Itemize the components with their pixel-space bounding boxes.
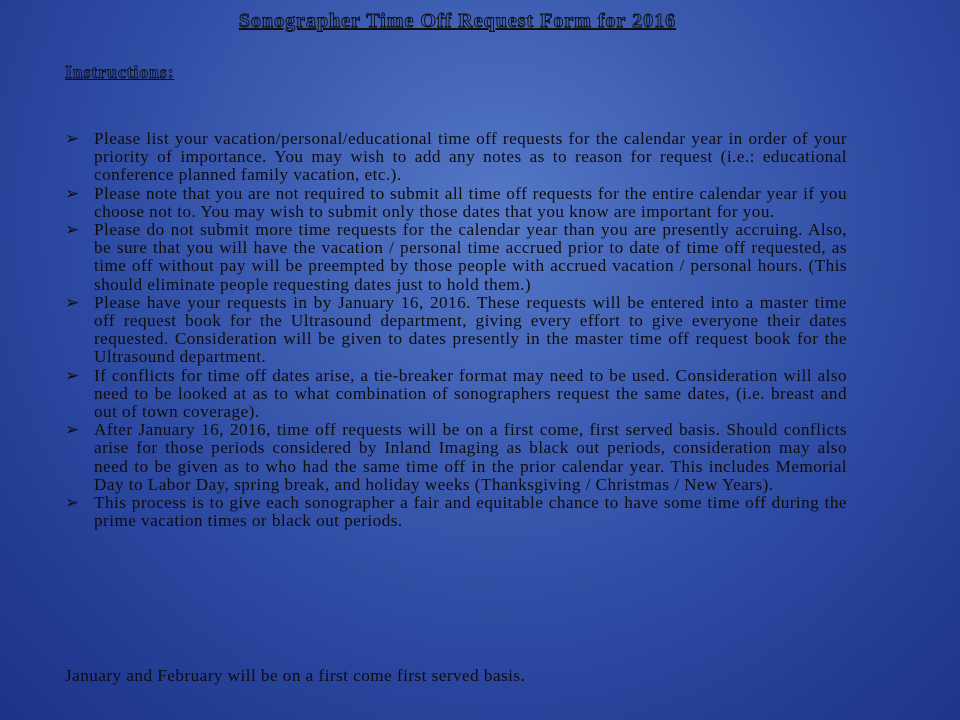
arrow-bullet-icon: ➢ bbox=[65, 292, 80, 312]
instruction-item bbox=[65, 294, 847, 367]
instruction-text: Please have your requests in by January 16, 2016. These requests will be entered into a master time off request book for the Ultrasound department, giving every effort to give everyone their dates requested. Consideration will be given to dates presently in the master time off request book for the Ultrasound department. bbox=[94, 292, 847, 367]
instruction-text: Please do not submit more time requests for the calendar year than you are presently accruing. Also, be sure that you will have the vacation / personal time accrued prior to date of time off requested, as time off without pay will be preempted by those people with accrued vacation / personal hours. (This should eliminate people requesting dates just to hold them.) bbox=[94, 220, 847, 294]
instruction-item bbox=[65, 494, 847, 530]
instruction-item bbox=[65, 367, 847, 422]
instruction-item bbox=[65, 130, 847, 185]
instruction-text: Please note that you are not required to submit all time off requests for the entire calendar year if you choose not to. You may wish to submit only those dates that you know are important for you. bbox=[94, 183, 847, 221]
arrow-bullet-icon: ➢ bbox=[65, 129, 80, 148]
arrow-bullet-icon: ➢ bbox=[65, 365, 80, 385]
footer-note: January and February will be on a first come first served basis. bbox=[65, 666, 526, 685]
arrow-bullet-icon: ➢ bbox=[65, 493, 80, 513]
instruction-text: Please list your vacation/personal/educational time off requests for the calendar year in order of your priority of importance. You may wish to add any notes as to reason for request (i.e.: educational conference planned family vacation, etc.). bbox=[94, 129, 847, 185]
arrow-bullet-icon: ➢ bbox=[65, 220, 80, 240]
instructions-heading: Instructions: bbox=[65, 62, 175, 82]
instruction-text: After January 16, 2016, time off requests will be on a first come, first served basis. Should conflicts arise for those periods considered by Inland Imaging as black out periods, consideration may also need to be given as to who had the same time off in the prior calendar year. This includes Memorial Day to Labor Day, spring break, and holiday weeks (Thanksgiving / Christmas / New Years). bbox=[94, 420, 847, 494]
instruction-item bbox=[65, 421, 847, 494]
arrow-bullet-icon: ➢ bbox=[65, 420, 80, 440]
page-title: Sonographer Time Off Request Form for 2016 bbox=[238, 10, 677, 32]
instruction-item bbox=[65, 221, 847, 294]
instruction-text: If conflicts for time off dates arise, a tie-breaker format may need to be used. Consideration will also need to be looked at as to what combination of sonographers request the same dates, (i.e. breast and out of town coverage). bbox=[94, 365, 847, 422]
instruction-text: This process is to give each sonographer a fair and equitable chance to have some time off during the prime vacation times or black out periods. bbox=[94, 493, 847, 531]
instructions-list bbox=[65, 130, 847, 530]
arrow-bullet-icon: ➢ bbox=[65, 183, 80, 203]
instruction-item bbox=[65, 185, 847, 221]
